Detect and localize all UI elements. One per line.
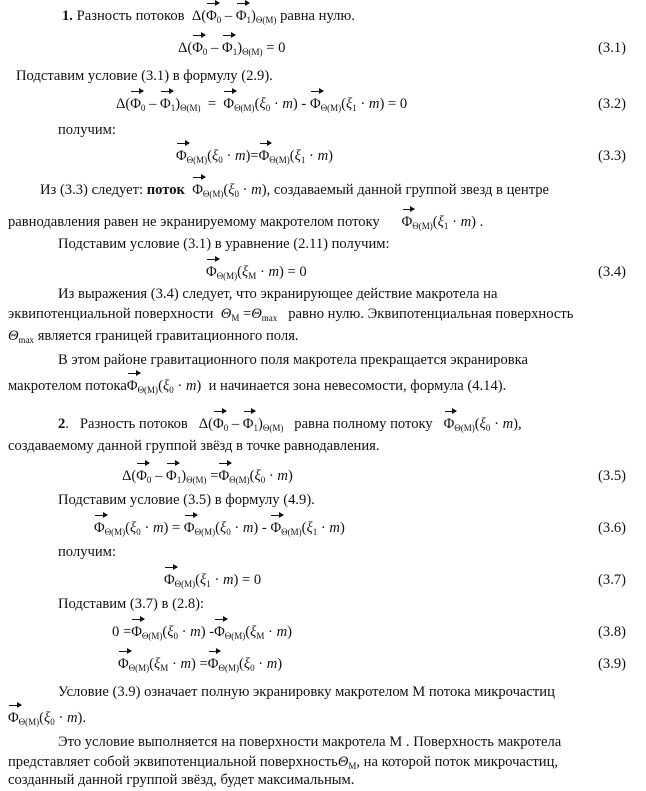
equation-3-6: $\Phi_{\Theta(M)}(\xi_0 \cdot m) = \Phi_{\Theta(M)}(\xi_0 \cdot m) - \Phi_{\Theta(M)}(\xi_1 \cdot m)$ — [94, 520, 345, 537]
text-last-line2: представляет собой эквипотенциальной поверхностьΘ$_M$, на которой поток микрочастиц, — [8, 754, 559, 771]
text-p35-line1: В этом районе гравитационного поля макротела прекращается экранировка — [58, 352, 528, 368]
text-last-line3: созданный данной группой звёзд, будет максимальным. — [8, 772, 355, 788]
text-p34-line2: эквипотенциальной поверхности $\Theta_M =\Theta_{max}$ равно нулю. Эквипотенциальная поверхность — [8, 306, 574, 323]
eq-number-3-5: (3.5) — [598, 468, 626, 484]
equation-3-2: $\Delta(\Phi_0 - \Phi_1)_{\Theta(M)} = \Phi_{\Theta(M)}(\xi_0 \cdot m) - \Phi_{\Theta(M)}(\xi_1 \cdot m) = 0$ — [116, 96, 408, 113]
text-last-line1: Это условие выполняется на поверхности макротела M . Поверхность макротела — [58, 734, 562, 750]
item2-heading: 2. Разность потоков $\Delta(\Phi_0 - \Phi_1)_{\Theta(M)}$ равна полному потоку $\Phi_{\Theta(M)}(\xi_0 \cdot m)$, — [58, 416, 522, 433]
text-substitute-37: Подставим (3.7) в (2.8): — [58, 596, 205, 612]
text-substitute-31: Подставим условие (3.1) в формулу (2.9). — [16, 68, 273, 84]
equation-3-5: $\Delta(\Phi_0 - \Phi_1)_{\Theta(M)} =\Phi_{\Theta(M)}(\xi_0 \cdot m)$ — [122, 468, 293, 485]
item1-number: 1. — [62, 8, 73, 24]
text-from-33-b: поток — [146, 182, 185, 198]
item1-lead: Разность потоков — [76, 8, 185, 24]
text-substitute-31-211: Подставим условие (3.1) в уравнение (2.11) получим: — [58, 236, 390, 252]
text-p34-line1: Из выражения (3.4) следует, что экранирующее действие макротела на — [58, 286, 498, 302]
text-from-33-a: Из (3.3) следует: — [40, 182, 144, 198]
text-p34-2a: эквипотенциальной поверхности — [8, 306, 214, 322]
equation-3-9: $\Phi_{\Theta(M)}(\xi_M \cdot m) =\Phi_{\Theta(M)}(\xi_0 \cdot m)$ — [118, 656, 283, 673]
equation-3-8: $0 =\Phi_{\Theta(M)}(\xi_0 \cdot m) -\Phi_{\Theta(M)}(\xi_M \cdot m)$ — [112, 624, 292, 641]
text-from-33: Из (3.3) следует: поток $\Phi_{\Theta(M)}(\xi_0 \cdot m)$, создаваемый данной группой звезд в центре — [40, 182, 550, 199]
item1-tail: равна нулю. — [280, 8, 355, 24]
eq-number-3-3: (3.3) — [598, 148, 626, 164]
text-c39-2: . — [82, 710, 87, 726]
equation-3-1: $\Delta(\Phi_0 - \Phi_1)_{\Theta(M)} = 0$ — [178, 40, 286, 57]
equation-3-4: $\Phi_{\Theta(M)}(\xi_M \cdot m) = 0$ — [206, 264, 307, 281]
eq-number-3-7: (3.7) — [598, 572, 626, 588]
text-last-2b: , на которой поток микрочастиц, — [356, 754, 559, 770]
eq-number-3-4: (3.4) — [598, 264, 626, 280]
item2-number: 2 — [58, 416, 66, 432]
text-from-33-line2: равнодавления равен не экранируемому макротелом потоку $\Phi_{\Theta(M)}(\xi_1 \cdot m)$ . — [8, 214, 484, 231]
equation-3-3: $\Phi_{\Theta(M)}(\xi_0 \cdot m)=\Phi_{\Theta(M)}(\xi_1 \cdot m)$ — [176, 148, 333, 165]
text-p35-2b: и начинается зона невесомости, формула (4.14). — [208, 378, 507, 394]
item1-heading — [62, 6, 355, 30]
text-p34-2b: равно нулю. Эквипотенциальная поверхность — [288, 306, 574, 322]
text-c39-line2: $\Phi_{\Theta(M)}(\xi_0 \cdot m)$. — [8, 710, 87, 727]
text-p35-line2: макротелом $потока\Phi_{\Theta(M)}(\xi_0 \cdot m)$ и начинается зона невесомости, формула (4.14). — [8, 378, 507, 395]
eq-number-3-6: (3.6) — [598, 520, 626, 536]
eq-number-3-8: (3.8) — [598, 624, 626, 640]
equation-3-7: $\Phi_{\Theta(M)}(\xi_1 \cdot m) = 0$ — [164, 572, 262, 589]
text-got-1: получим: — [58, 122, 116, 138]
text-p35-2a: макротелом потока — [8, 378, 127, 394]
formula-delta-phi: $\Delta(\Phi_0 - \Phi_1)_{\Theta(M)}$ — [188, 8, 277, 25]
item2-line2: создаваемому данной группой звёзд в точке равнодавления. — [8, 438, 380, 454]
eq-number-3-9: (3.9) — [598, 656, 626, 672]
text-from-33-c: , создаваемый данной группой звезд в центре — [266, 182, 550, 198]
text-c39-line1: Условие (3.9) означает полную экранировку макротелом М потока микрочастиц — [58, 684, 555, 700]
eq-number-3-1: (3.1) — [598, 40, 626, 56]
eq-number-3-2: (3.2) — [598, 96, 626, 112]
text-substitute-35: Подставим условие (3.5) в формулу (4.9). — [58, 492, 315, 508]
text-p34-line3: $\Theta_{max}$ является границей гравитационного поля. — [8, 328, 299, 345]
item2-mid: равна полному потоку — [294, 416, 433, 432]
text-from-33-d: равнодавления равен не экранируемому макротелом потоку — [8, 214, 380, 230]
item2-lead: Разность потоков — [79, 416, 188, 432]
text-got-2: получим: — [58, 544, 116, 560]
text-p34-3: является границей гравитационного поля. — [37, 328, 299, 344]
text-last-2a: представляет собой эквипотенциальной поверхность — [8, 754, 338, 770]
